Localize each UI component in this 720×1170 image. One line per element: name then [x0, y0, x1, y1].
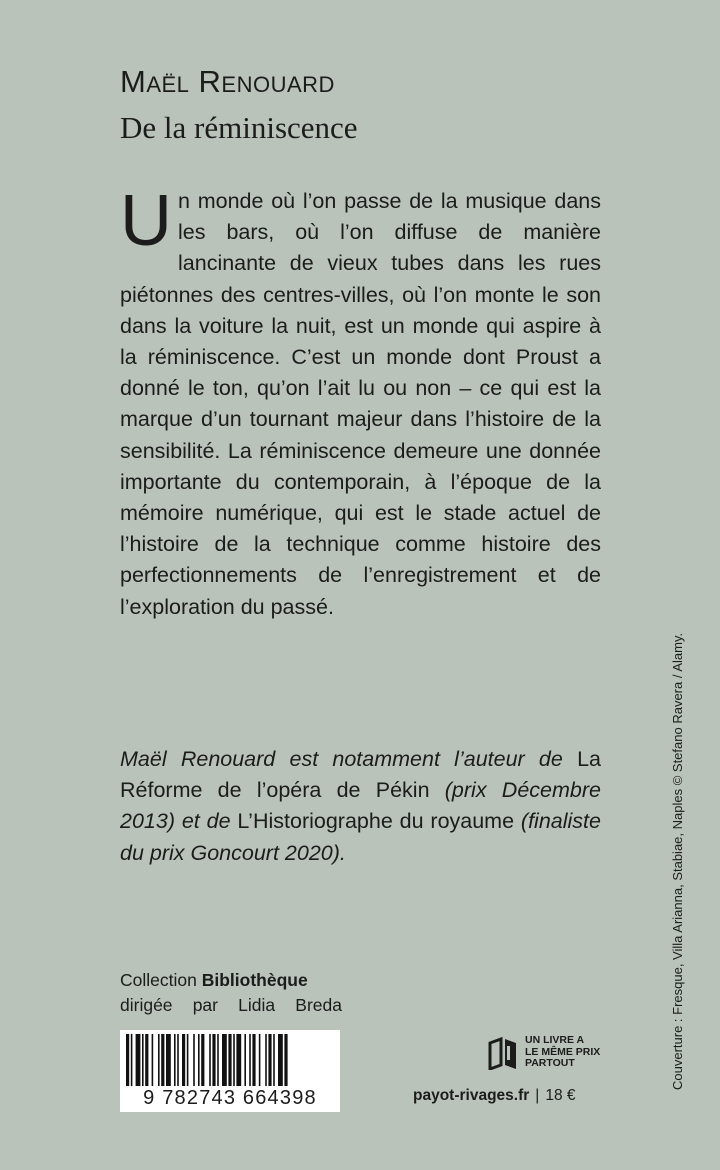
book-price: 18 €: [545, 1087, 576, 1104]
bio-book-1: La Réforme de l’opéra de Pékin: [120, 747, 601, 803]
book-logo-icon: [487, 1036, 519, 1070]
barcode: [120, 1030, 340, 1112]
barcode-bars: [124, 1034, 336, 1086]
fixed-price-line-2: LE MÊME PRIX: [525, 1045, 601, 1058]
bio-text-2: (prix Décembre 2013) et de: [120, 778, 601, 834]
publisher-separator: |: [535, 1087, 540, 1104]
fixed-price-line-1: UN LIVRE A: [525, 1034, 585, 1046]
fixed-price-label: [525, 1035, 600, 1070]
collection-info: [120, 968, 342, 1018]
book-title: De la réminiscence: [120, 110, 358, 145]
collection-director: dirigée par Lidia Breda: [120, 995, 342, 1015]
publisher-info: [413, 1087, 576, 1105]
bio-book-2: L’Historiographe du royaume: [237, 809, 515, 834]
collection-label: Collection: [120, 970, 197, 990]
cover-credit: Couverture : Fresque, Villa Arianna, Stabiae, Naples © Stefano Ravera / Alamy.: [670, 632, 685, 1090]
drop-cap: U: [120, 181, 172, 261]
collection-name: Bibliothèque: [201, 970, 308, 990]
bio-text-3: (finaliste du prix Goncourt 2020).: [120, 809, 601, 865]
publisher-site: payot-rivages.fr: [413, 1087, 530, 1104]
author-bio: [120, 744, 601, 869]
bio-text-1: Maël Renouard est notamment l’auteur de: [120, 747, 578, 771]
fixed-price-line-3: PARTOUT: [525, 1057, 575, 1069]
summary-paragraph: [120, 181, 601, 623]
isbn-number: 9 782743 664398: [143, 1087, 317, 1109]
author-name: Maël Renouard: [120, 64, 335, 99]
summary-text: n monde où l’on passe de la musique dans les bars, où l’on diffuse de manière lancinante de vieux tubes dans les rues piétonnes des centres-villes, où l’on monte le son dans la voiture la nuit, est un monde qui aspire à la réminiscence. C’est un monde dont Proust a donné le ton, qu’on l’ait lu ou non – ce qui est la marque d’un tournant majeur dans l’histoire de la sensibilité. La réminiscence demeure une donnée importante du contemporain, à l’époque de la mémoire numérique, qui est le stade actuel de l’histoire de la technique comme histoire des perfectionnements de l’enregistrement et de l’exploration du passé.: [120, 189, 601, 619]
